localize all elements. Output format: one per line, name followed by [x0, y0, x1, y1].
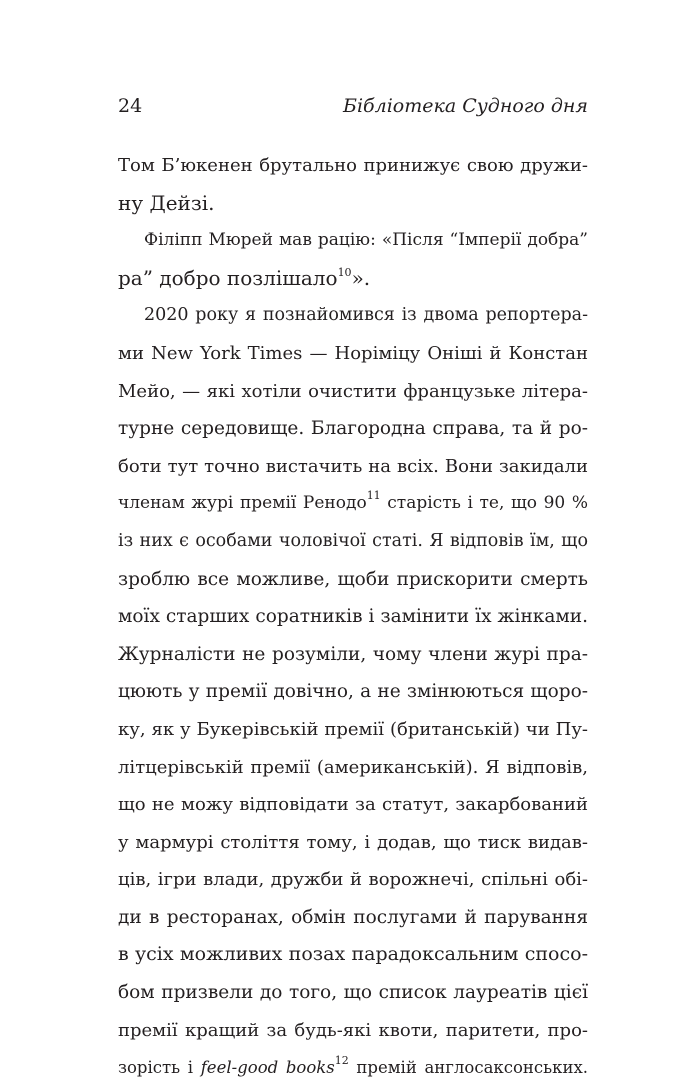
text-line: членам журі премії Ренодо$^{11}$ старість і те, що 90 % [118, 489, 588, 514]
text-line: цюють у премії довічно, а не змінюються щоро- [118, 681, 588, 703]
text-line: із них є особами чоловічої статі. Я відповів їм, що [118, 530, 588, 551]
text-line: 2020 року я познайомився із двома репортера- [144, 305, 588, 326]
text-line: ра” добро позлішало$^{10}$». [118, 265, 371, 290]
page-number: 24 [118, 95, 143, 117]
text-line: Журналісти не розуміли, чому члени журі пра- [118, 643, 588, 665]
text-line: ну Дейзі. [118, 190, 215, 215]
text-line: ми New York Times — Норіміцу Оніші й Констан [118, 342, 588, 364]
text-line: Мейо, — які хотіли очистити французьке літера- [118, 380, 588, 402]
text-line: моїх старших соратників і замінити їх жінками. [118, 606, 588, 628]
text-line: Філіпп Мюрей мав рацію: «Після “Імперії добра” [144, 230, 588, 251]
text-line: турне середовище. Благородна справа, та й ро- [118, 418, 588, 440]
footnote-ref[interactable]: 11 [366, 489, 381, 503]
text-line: ди в ресторанах, обмін послугами й парування [118, 906, 588, 928]
text-line: премії кращий за будь-які квоти, паритети, про- [118, 1019, 588, 1041]
running-head [118, 95, 588, 125]
footnote-ref[interactable]: 12 [334, 1054, 349, 1068]
text-line: ку, як у Букерівській премії (британській) чи Пу- [118, 718, 588, 740]
body-text [118, 147, 588, 1087]
text-line: зорість і feel-good books$^{12}$ премій англосаксонських. [118, 1054, 588, 1078]
text-line: ців, ігри влади, дружби й ворожнечі, спільні обі- [118, 869, 588, 891]
text-line: в усіх можливих позах парадоксальним спосо- [118, 943, 588, 966]
book-title: Бібліотека Судного дня [343, 95, 588, 117]
text-line: боти тут точно вистачить на всіх. Вони закидали [118, 455, 588, 477]
text-line: Том Б’юкенен брутально принижує свою дружи- [118, 155, 588, 176]
text-line: зроблю все можливе, щоби прискорити смерть [118, 568, 588, 590]
italic-phrase: feel-good books [200, 1058, 335, 1078]
footnote-ref[interactable]: 10 [337, 265, 352, 279]
text-line: літцерівській премії (американській). Я відповів, [118, 756, 588, 778]
text-line: у мармурі століття тому, і додав, що тиск видав- [118, 831, 588, 853]
text-line: бом призвели до того, що список лауреатів цієї [118, 982, 588, 1004]
text-line: що не можу відповідати за статут, закарбований [118, 794, 588, 816]
